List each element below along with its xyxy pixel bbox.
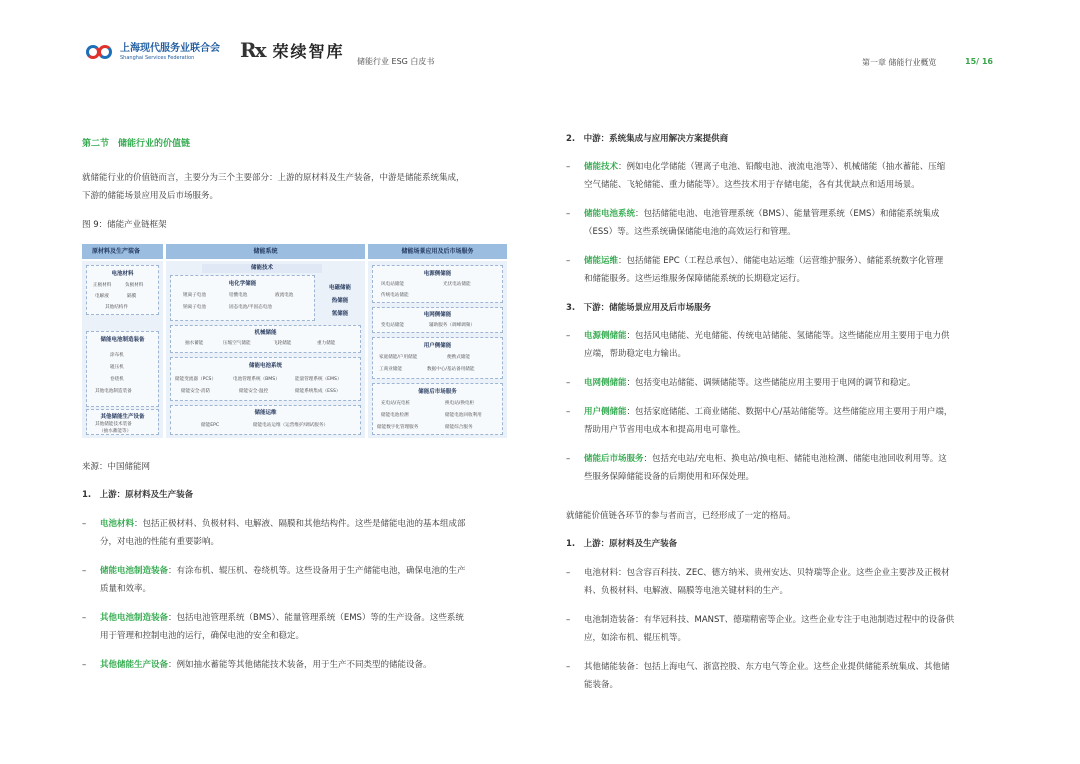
list-item: – 其他电池制造装备：包括电池管理系统（BMS）、能量管理系统（EMS）等的生产设备。这些系统 用于管理和控制电池的运行，确保电池的安全和稳定。 [82,613,464,641]
list-item: – 储能后市场服务：包括充电站/充电柜、换电站/换电柜、储能电池检测、储能电池回收利用等。这 些服务保障储能设备的后期使用和环保处理。 [566,454,947,482]
list-item: – 电池材料：包括正极材料、负极材料、电解液、隔膜和其他结构件。这些是储能电池的基本组成部 分，对电池的性能有重要影响。 [82,519,466,547]
list-item: – 储能电池系统：包括储能电池、电池管理系统（BMS）、能量管理系统（EMS）和储能系统集成 （ESS）等。这些系统确保储能电池的高效运行和管理。 [566,209,940,237]
list-item: – 其他储能生产设备：例如抽水蓄能等其他储能技术装备，用于生产不同类型的储能设备。 [82,660,432,670]
diagram-box-mechanical: 机械储能 抽水蓄能 压缩空气储能 飞轮储能 重力储能 [170,325,361,353]
pattern-paragraph: 就储能价值链各环节的参与者而言，已经形成了一定的格局。 [566,511,796,521]
diagram-box-battery-system: 储能电池系统 储能变流器（PCS） 电池管理系统（BMS） 能量管理系统（EMS） 储能安全-消防 储能安全-温控 储能系统集成（ESS） [170,357,361,401]
intro-line-1: 就储能行业的价值链而言，主要分为三个主要部分：上游的原材料及生产装备，中游是储能系统集成， [82,173,465,183]
diagram-col-upstream [82,261,163,438]
list-item: – 电网侧储能：包括变电站储能、调频储能等。这些储能应用主要用于电网的调节和稳定。 [566,378,916,388]
ssf-logo-icon [86,40,116,64]
diagram-box-aftermarket: 储能后市场服务 充电站/充电桩 换电站/换电柜 储能电池检测 储能电池回收利用 储能数字化管理服务 储能综合服务 [372,383,503,435]
diagram-box-grid-side: 电网侧储能 变电站储能 辅助服务（调峰调频） [372,307,503,333]
diagram-box-operations: 储能运维 储能EPC 储能电站运维（运营维护/调试服务） [170,405,361,435]
intro-line-2: 下游的储能场景应用及后市场服务。 [82,191,219,201]
list-item: – 电池制造装备：有华冠科技、MANST、德瑞精密等企业。这些企业专注于电池制造过程中的设备供 应，如涂布机、辊压机等。 [566,615,955,643]
diagram-header-downstream: 储能场景应用及后市场服务 [368,244,507,259]
rx-logo-mark: Rx [240,38,265,62]
ssf-logo-en: Shanghai Services Federation [120,54,195,61]
section-title: 第二节 储能行业的价值链 [82,139,191,149]
subsection-upstream: 1. 上游：原材料及生产装备 [82,490,194,500]
page-number: 15/ 16 [965,57,993,66]
diagram-box-cell-equipment: 储能电池制造装备 涂布机 辊压机 卷绕机 其他电池制造装备 [86,331,159,407]
list-item: – 储能电池制造装备：有涂布机、辊压机、卷绕机等。这些设备用于生产储能电池，确保电池的生产 质量和效率。 [82,566,466,594]
list-item: – 电源侧储能：包括风电储能、光电储能、传统电站储能、氢储能等。这些储能应用主要用于电力供 应端，帮助稳定电力输出。 [566,331,950,359]
list-item: – 其他储能装备：包括上海电气、浙富控股、东方电气等企业。这些企业提供储能系统集成、其他储 能装备。 [566,662,950,690]
diagram-col-midstream: 储能技术 电化学储能 锂离子电池 铅酸电池 液流电池 钠离子电池 固态电池/半固态电池 电磁储能 热储能 氢储能 机械储能 抽水蓄能 压缩空气储能 飞轮储能 重力储能 储能电池系统 储能变流器（PCS） 电池管理系统（BMS） 能量管理系统（EMS） 储能安全-消防 储能安全-温控 储能系统集成（ESS） 储能运维 储能EPC 储能电站运维（运营维护/调试服务） [166,261,365,438]
chapter-title: 第一章 储能行业概览 [862,58,937,67]
diagram-box-electrochemical: 电化学储能 锂离子电池 铅酸电池 液流电池 钠离子电池 固态电池/半固态电池 [170,275,315,321]
list-item: – 用户侧储能：包括家庭储能、工商业储能、数据中心/基站储能等。这些储能应用主要用于用户端， 帮助用户节省用电成本和提高用电可靠性。 [566,407,953,435]
diagram-box-user-side: 用户侧储能 家庭储能/户用储能 便携式储能 工商业储能 数据中心/基站备用储能 [372,337,503,379]
industry-chain-diagram [82,244,507,438]
subsection-midstream: 2. 中游：系统集成与应用解决方案提供商 [566,134,729,144]
diagram-header-midstream: 储能系统 [166,244,365,259]
list-item: – 电池材料：包含容百科技、ZEC、德方纳米、贵州安达、贝特瑞等企业。这些企业主要涉及正极材 料、负极材料、电解液、隔膜等电池关键材料的生产。 [566,568,950,596]
doc-title: 储能行业 ESG 白皮书 [357,57,435,66]
page-header [0,0,1080,80]
ssf-logo [86,40,220,64]
figure-source: 来源：中国储能网 [82,462,151,472]
diagram-box-other-equipment: 其他储能生产设备 其他储能技术装备 （抽水蓄能等） [86,409,159,435]
diagram-box-source-side: 电源侧储能 风电站储能 光伏电站储能 传统电站储能 [372,265,503,303]
subsection-downstream: 3. 下游：储能场景应用及后市场服务 [566,303,712,313]
list-item: – 储能技术：例如电化学储能（锂离子电池、铅酸电池、液流电池等）、机械储能（抽水蓄能、压缩 空气储能、飞轮储能、重力储能等）。这些技术用于存储电能，各有其优缺点和适用场景。 [566,162,946,190]
figure-caption: 图 9：储能产业链框架 [82,220,167,230]
rx-logo [240,38,345,62]
list-item: – 储能运维：包括储能 EPC（工程总承包）、储能电站运维（运营维护服务）、储能系统数字化管理 和储能服务。这些运维服务保障储能系统的长期稳定运行。 [566,256,944,284]
diagram-col-downstream [368,261,507,438]
diagram-header-upstream: 原材料及生产装备 [82,244,163,259]
ssf-logo-cn: 上海现代服务业联合会 [120,42,220,54]
rx-logo-name: 荣续智库 [272,41,345,61]
subsection-upstream-players: 1. 上游：原材料及生产装备 [566,539,678,549]
diagram-box-battery-materials: 电池材料 正极材料 负极材料 电解液 隔膜 其他结构件 [86,265,159,315]
